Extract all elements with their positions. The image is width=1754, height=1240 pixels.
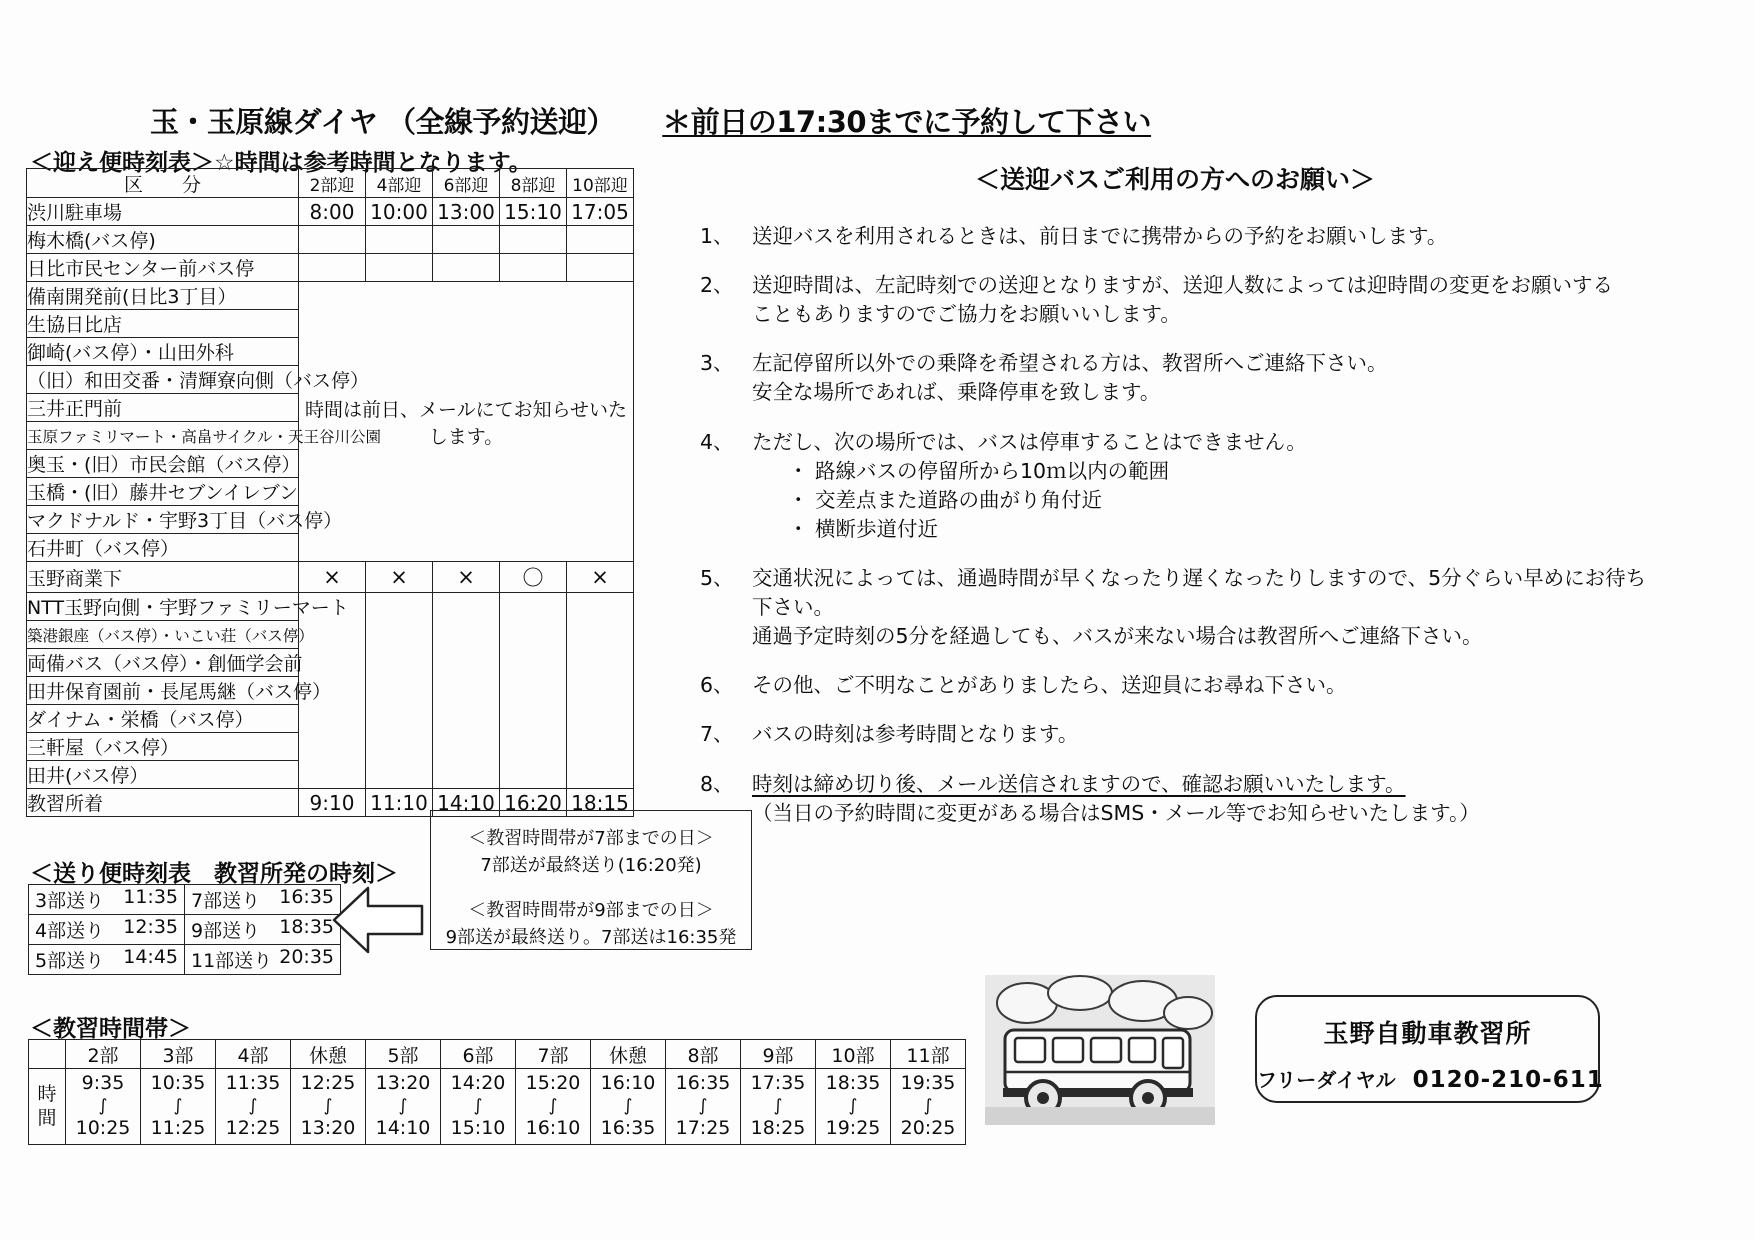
- blank-cell: [500, 254, 567, 282]
- notice-line: （当日の予約時間に変更がある場合はSMS・メール等でお知らせいたします。）: [752, 800, 1480, 825]
- dropoff-time: 20:35: [279, 946, 334, 968]
- range-tilde: ∫: [323, 1095, 333, 1116]
- arrive-time-3: 16:20: [500, 789, 567, 817]
- dropoff-time: 11:35: [123, 886, 178, 908]
- band-heading: ＜教習時間帯＞: [30, 1016, 191, 1042]
- blank-cell: [567, 226, 634, 254]
- blank-cell: [567, 593, 634, 789]
- notice-bullet: ・ 横断歩道付近: [788, 516, 939, 541]
- band-time-0: 9:35 ∫ 10:25: [66, 1069, 141, 1145]
- pickup-timetable: [26, 168, 634, 817]
- band-col-3: 休憩: [291, 1040, 366, 1069]
- phone-number: 0120-210-611: [1412, 1067, 1604, 1093]
- table-row: [27, 198, 634, 226]
- range-tilde: ∫: [923, 1095, 933, 1116]
- stop-name: 両備バス（バス停）・創価学会前: [27, 649, 299, 677]
- band-col-4: 5部: [366, 1040, 441, 1069]
- note-line-1: ＜教習時間帯が7部までの日＞: [468, 828, 714, 849]
- stop-mark-0: ×: [299, 562, 366, 593]
- dropoff-time: 16:35: [279, 886, 334, 908]
- notice-line: 時刻は締め切り後、メール送信されますので、確認お願いいたします。: [752, 771, 1406, 796]
- blank-cell: [366, 226, 433, 254]
- middle-note: 時間は前日、メールにてお知らせいたします。: [299, 282, 634, 562]
- notice-text: [752, 671, 1720, 700]
- band-corner: [29, 1040, 66, 1069]
- notice-number: 3、: [700, 351, 734, 376]
- notice-item-8: [700, 770, 1720, 828]
- stop-name: 備南開発前(日比3丁目）: [27, 282, 299, 310]
- depart-time-4: 17:05: [567, 198, 634, 226]
- notice-line: 通過予定時刻の5分を経過しても、バスが来ない場合は教習所へご連絡下さい。: [752, 624, 1483, 649]
- table-row: [27, 226, 634, 254]
- notice-item-7: [700, 720, 1720, 749]
- range-tilde: ∫: [548, 1095, 558, 1116]
- notice-line: ただし、次の場所では、バスは停車することはできません。: [752, 429, 1307, 454]
- notice-bullet: ・ 交差点また道路の曲がり角付近: [788, 487, 1103, 512]
- stop-name: 玉原ファミリマート・高畠サイクル・天王谷川公園: [27, 422, 299, 450]
- stop-name: 日比市民センター前バス停: [27, 254, 299, 282]
- band-time-1: 10:35 ∫ 11:25: [141, 1069, 216, 1145]
- notice-panel: [700, 160, 1720, 848]
- dropoff-label: 4部送り: [35, 920, 105, 942]
- dropoff-heading: ＜送り便時刻表 教習所発の時刻＞: [30, 861, 398, 887]
- phone-row: [1257, 1064, 1604, 1093]
- blank-cell: [433, 226, 500, 254]
- band-col-7: 休憩: [591, 1040, 666, 1069]
- blank-cell: [500, 226, 567, 254]
- left-arrow-icon: [330, 880, 426, 960]
- band-col-0: 2部: [66, 1040, 141, 1069]
- header-col-1: 4部迎: [366, 169, 433, 198]
- notice-item-2: [700, 271, 1720, 329]
- notice-item-6: [700, 671, 1720, 700]
- arrive-time-2: 14:10: [433, 789, 500, 817]
- title-reservation-note: ＊前日の17:30までに予約して下さい: [662, 105, 1152, 139]
- band-col-10: 10部: [816, 1040, 891, 1069]
- stop-name: 玉野商業下: [27, 562, 299, 593]
- band-time-5: 14:20 ∫ 15:10: [441, 1069, 516, 1145]
- notice-line: こともありますのでご協力をお願いいします。: [752, 302, 1181, 327]
- range-tilde: ∫: [248, 1095, 258, 1116]
- stop-name: 三井正門前: [27, 394, 299, 422]
- band-col-6: 7部: [516, 1040, 591, 1069]
- lesson-period-table: [28, 1039, 966, 1145]
- notice-line: 送迎バスを利用されるときは、前日までに携帯からの予約をお願いします。: [752, 224, 1448, 248]
- dropoff-label: 3部送り: [35, 890, 105, 912]
- note-line-4: 9部送が最終送り。7部送は16:35発: [445, 927, 737, 948]
- notice-line: 安全な場所であれば、乗降停車を致します。: [752, 380, 1161, 405]
- dropoff-label: 7部送り: [191, 890, 261, 912]
- notice-number: 7、: [700, 722, 734, 747]
- band-time-11: 19:35 ∫ 20:25: [891, 1069, 966, 1145]
- dropoff-time: 14:45: [123, 946, 178, 968]
- notice-text: [752, 720, 1720, 749]
- stop-name: 梅木橋(バス停): [27, 226, 299, 254]
- phone-label: フリーダイヤル: [1257, 1068, 1396, 1092]
- notice-number: 1、: [700, 224, 734, 248]
- band-time-7: 16:10 ∫ 16:35: [591, 1069, 666, 1145]
- notice-number: 2、: [700, 273, 734, 298]
- title-main: 玉・玉原線ダイヤ （全線予約送迎）: [150, 105, 616, 139]
- band-row-label: 時 間: [29, 1069, 66, 1145]
- dropoff-cell: [185, 915, 341, 945]
- stop-name: マクドナルド・宇野3丁目（バス停）: [27, 506, 299, 534]
- notice-text: [752, 770, 1720, 828]
- table-row: [27, 593, 634, 621]
- table-row: [29, 885, 341, 915]
- header-col-2: 6部迎: [433, 169, 500, 198]
- notice-text: [752, 271, 1720, 329]
- blank-cell: [299, 254, 366, 282]
- stop-mark-1: ×: [366, 562, 433, 593]
- band-col-5: 6部: [441, 1040, 516, 1069]
- band-time-9: 17:35 ∫ 18:25: [741, 1069, 816, 1145]
- table-row: [27, 282, 634, 310]
- stop-mark-3: 〇: [500, 562, 567, 593]
- range-tilde: ∫: [623, 1095, 633, 1116]
- stop-name: 玉橋・(旧）藤井セブンイレブン: [27, 478, 299, 506]
- stop-name: ダイナム・栄橋（バス停）: [27, 705, 299, 733]
- notice-line: 下さい。: [752, 595, 834, 620]
- notice-number: 5、: [700, 565, 734, 590]
- stop-name: 築港銀座（バス停）・いこい荘（バス停）: [27, 621, 299, 649]
- table-row: [29, 915, 341, 945]
- blank-cell: [433, 593, 500, 789]
- table-header-row: [29, 1040, 966, 1069]
- stop-name: 田井保育園前・長尾馬継（バス停）: [27, 677, 299, 705]
- table-row: [29, 945, 341, 975]
- header-section: 区 分: [27, 169, 299, 198]
- stop-name: 御崎(バス停）・山田外科: [27, 338, 299, 366]
- dropoff-time: 18:35: [279, 916, 334, 938]
- range-tilde: ∫: [473, 1095, 483, 1116]
- notice-item-1: [700, 222, 1720, 251]
- dropoff-label: 9部送り: [191, 920, 261, 942]
- notice-text: [752, 349, 1720, 407]
- page-title: [150, 100, 1151, 141]
- range-tilde: ∫: [173, 1095, 183, 1116]
- band-col-9: 9部: [741, 1040, 816, 1069]
- notice-line: その他、ご不明なことがありましたら、送迎員にお尋ね下さい。: [752, 673, 1347, 698]
- dropoff-label: 5部送り: [35, 950, 105, 972]
- band-col-2: 4部: [216, 1040, 291, 1069]
- depart-time-3: 15:10: [500, 198, 567, 226]
- note-line-2: 7部送が最終送り(16:20発): [480, 855, 702, 876]
- note-line-3: ＜教習時間帯が9部までの日＞: [468, 900, 714, 921]
- blank-cell: [433, 254, 500, 282]
- dropoff-cell: [29, 945, 185, 975]
- notice-item-3: [700, 349, 1720, 407]
- arrive-time-0: 9:10: [299, 789, 366, 817]
- notice-number: 6、: [700, 673, 734, 698]
- notice-item-5: [700, 564, 1720, 651]
- blank-cell: [366, 254, 433, 282]
- range-tilde: ∫: [698, 1095, 708, 1116]
- depart-time-1: 10:00: [366, 198, 433, 226]
- stop-name: 教習所着: [27, 789, 299, 817]
- range-tilde: ∫: [98, 1095, 108, 1116]
- notice-text: [752, 428, 1720, 544]
- band-col-1: 3部: [141, 1040, 216, 1069]
- table-row: [27, 562, 634, 593]
- blank-cell: [567, 254, 634, 282]
- pickup-table-heading: ＜迎え便時刻表＞☆時間は参考時間となります。: [30, 150, 532, 176]
- school-name: 玉野自動車教習所: [1323, 1019, 1532, 1048]
- notice-line: 送迎時間は、左記時刻での送迎となりますが、送迎人数によっては迎時間の変更をお願いする: [752, 273, 1613, 298]
- notice-title: ＜送迎バスご利用の方へのお願い＞: [974, 165, 1375, 194]
- stop-name: 生協日比店: [27, 310, 299, 338]
- dropoff-cell: [185, 945, 341, 975]
- notice-bullet: ・ 路線バスの停留所から10ｍ以内の範囲: [788, 458, 1170, 483]
- notice-line: バスの時刻は参考時間となります。: [752, 722, 1079, 747]
- stop-name: （旧）和田交番・清輝寮向側（バス停）: [27, 366, 299, 394]
- dropoff-time: 12:35: [123, 916, 178, 938]
- stop-name: 奥玉・(旧）市民会館（バス停）: [27, 450, 299, 478]
- header-col-0: 2部迎: [299, 169, 366, 198]
- table-row: [27, 254, 634, 282]
- blank-cell: [366, 593, 433, 789]
- table-row: [29, 1069, 966, 1145]
- notice-item-4: [700, 428, 1720, 544]
- stop-name: 渋川駐車場: [27, 198, 299, 226]
- band-col-11: 11部: [891, 1040, 966, 1069]
- notice-number: 4、: [700, 429, 734, 454]
- notice-line: 交通状況によっては、通過時間が早くなったり遅くなったりしますので、5分ぐらい早めにお待ち: [752, 565, 1647, 590]
- dropoff-timetable: [28, 884, 341, 975]
- table-header-row: [27, 169, 634, 198]
- notice-text: [752, 564, 1720, 651]
- stop-name: NTT玉野向側・宇野ファミリーマート: [27, 593, 299, 621]
- dropoff-cell: [29, 885, 185, 915]
- stop-name: 三軒屋（バス停）: [27, 733, 299, 761]
- header-col-3: 8部迎: [500, 169, 567, 198]
- band-time-3: 12:25 ∫ 13:20: [291, 1069, 366, 1145]
- arrive-time-4: 18:15: [567, 789, 634, 817]
- range-tilde: ∫: [848, 1095, 858, 1116]
- notice-text: [752, 222, 1720, 251]
- arrive-time-1: 11:10: [366, 789, 433, 817]
- stop-name: 石井町（バス停）: [27, 534, 299, 562]
- contact-box: [1255, 995, 1604, 1103]
- dropoff-cell: [185, 885, 341, 915]
- stop-mark-2: ×: [433, 562, 500, 593]
- bus-illustration-icon: [985, 975, 1215, 1125]
- band-time-2: 11:35 ∫ 12:25: [216, 1069, 291, 1145]
- final-bus-note-box: [430, 810, 752, 950]
- notice-number: 8、: [700, 771, 734, 796]
- stop-name: 田井(バス停）: [27, 761, 299, 789]
- depart-time-2: 13:00: [433, 198, 500, 226]
- header-col-4: 10部迎: [567, 169, 634, 198]
- blank-cell: [500, 593, 567, 789]
- depart-time-0: 8:00: [299, 198, 366, 226]
- blank-cell: [299, 226, 366, 254]
- band-col-8: 8部: [666, 1040, 741, 1069]
- band-time-6: 15:20 ∫ 16:10: [516, 1069, 591, 1145]
- band-time-4: 13:20 ∫ 14:10: [366, 1069, 441, 1145]
- range-tilde: ∫: [398, 1095, 408, 1116]
- stop-mark-4: ×: [567, 562, 634, 593]
- dropoff-cell: [29, 915, 185, 945]
- dropoff-label: 11部送り: [191, 950, 273, 972]
- band-time-10: 18:35 ∫ 19:25: [816, 1069, 891, 1145]
- notice-line: 左記停留所以外での乗降を希望される方は、教習所へご連絡下さい。: [752, 351, 1388, 376]
- band-time-8: 16:35 ∫ 17:25: [666, 1069, 741, 1145]
- range-tilde: ∫: [773, 1095, 783, 1116]
